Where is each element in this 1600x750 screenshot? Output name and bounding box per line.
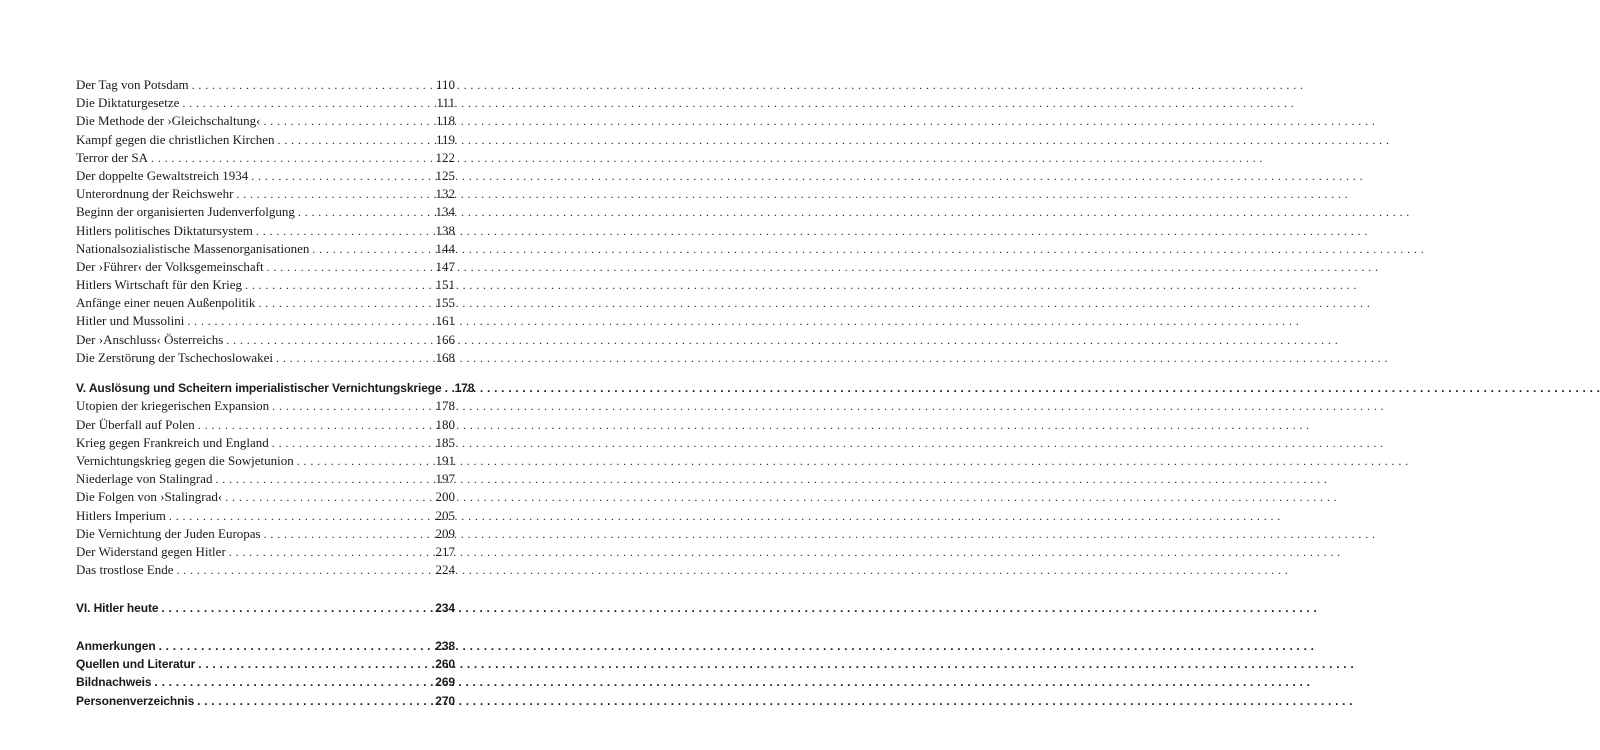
toc-entry [76,416,455,434]
chapter-page: 178 [454,381,475,395]
dot-leader [272,434,432,452]
entry-page: 178 [435,398,455,414]
entry-title: Personenverzeichnis [76,693,195,708]
dot-leader [161,599,431,617]
toc-entry [76,561,455,579]
entry-page: 138 [435,222,455,238]
toc-entry [76,76,455,94]
entry-page: 151 [435,277,455,293]
entry-page: 270 [435,693,455,708]
dot-leader [176,561,431,579]
toc-entry [76,258,455,276]
spacer [76,618,455,637]
toc-entry [76,240,455,258]
appendix-entry [76,637,455,655]
appendix-entry [76,692,455,710]
dot-leader [155,673,432,691]
entry-title: Der doppelte Gewaltstreich 1934 [76,167,249,183]
entry-page: 111 [436,95,455,111]
appendix-entry [76,673,455,691]
entry-page: 166 [435,331,455,347]
entry-page: 125 [435,167,455,183]
entry-title: Hitlers Wirtschaft für den Krieg [76,277,243,293]
dot-leader [197,692,431,710]
entry-title: Hitler und Mussolini [76,313,185,329]
section-b-list [76,397,455,579]
entry-title: Die Zerstörung der Tschechoslowakei [76,349,274,365]
dot-leader [151,149,431,167]
entry-title: Bildnachweis [76,675,152,690]
toc-entry [76,331,455,349]
dot-leader [272,397,431,415]
entry-page: 118 [435,113,455,129]
entry-title: Der ›Führer‹ der Volksgemeinschaft [76,258,264,274]
table-of-contents [76,76,475,710]
appendix-entry [76,655,455,673]
chapter-heading [76,379,475,397]
toc-entry [76,112,455,130]
entry-page: 185 [435,434,455,450]
entry-page: 238 [435,638,455,653]
dot-leader [312,240,431,258]
entry-title: Die Vernichtung der Juden Europas [76,525,261,541]
spacer [76,579,455,599]
entry-title: Die Diktaturgesetze [76,95,180,111]
dot-leader [298,203,432,221]
spacer [76,367,455,379]
dot-leader [229,543,432,561]
entry-page: 217 [435,543,455,559]
entry-page: 200 [435,489,455,505]
toc-entry [76,349,455,367]
entry-title: Utopien der kriegerischen Expansion [76,398,270,414]
toc-entry [76,294,455,312]
entry-title: Unterordnung der Reichswehr [76,186,234,202]
entry-page: 161 [435,313,455,329]
entry-page: 155 [435,295,455,311]
dot-leader [187,312,431,330]
dot-leader [267,258,432,276]
entry-title: Die Methode der ›Gleichschaltung‹ [76,113,261,129]
entry-title: Anmerkungen [76,638,156,653]
entry-title: Das trostlose Ende [76,562,174,578]
entry-title: Krieg gegen Frankreich und England [76,434,269,450]
dot-leader [226,331,431,349]
dot-leader [256,222,432,240]
entry-page: 144 [435,240,455,256]
toc-entry [76,434,455,452]
dot-leader [258,294,431,312]
entry-title: Beginn der organisierten Judenverfolgung [76,204,295,220]
dot-leader [445,379,451,397]
dot-leader [264,525,432,543]
toc-entry [76,488,455,506]
entry-page: 224 [435,562,455,578]
entry-title: Der Widerstand gegen Hitler [76,543,226,559]
entry-page: 209 [435,525,455,541]
entry-page: 260 [435,657,455,672]
toc-entry [76,203,455,221]
entry-page: 110 [435,77,455,92]
entry-page: 180 [435,416,455,432]
section-a-list [76,76,455,367]
dot-leader [276,349,431,367]
entry-page: 197 [435,471,455,487]
entry-page: 134 [435,204,455,220]
entry-title: Quellen und Literatur [76,657,196,672]
toc-entry [76,312,455,330]
dot-leader [251,167,431,185]
toc-entry [76,276,455,294]
dot-leader [245,276,431,294]
entry-title: Hitlers politisches Diktatursystem [76,222,253,238]
entry-title: Vernichtungskrieg gegen die Sowjetunion [76,452,294,468]
dot-leader [225,488,431,506]
entry-title: Terror der SA [76,149,149,165]
dot-leader [297,452,432,470]
toc-entry [76,131,455,149]
entry-title: Der Überfall auf Polen [76,416,195,432]
entry-title: Die Folgen von ›Stalingrad‹ [76,489,223,505]
dot-leader [215,470,431,488]
toc-entry [76,149,455,167]
entry-title: Anfänge einer neuen Außenpolitik [76,295,256,311]
toc-entry [76,543,455,561]
dot-leader [198,655,431,673]
appendix-list [76,637,455,711]
chapter-title: VI. Hitler heute [76,601,159,616]
toc-entry [76,397,455,415]
toc-entry [76,94,455,112]
chapter-heading [76,599,455,617]
entry-page: 132 [435,186,455,202]
toc-entry [76,167,455,185]
entry-page: 191 [435,452,455,468]
dot-leader [198,416,432,434]
dot-leader [192,76,432,94]
toc-entry [76,222,455,240]
dot-leader [263,112,432,130]
entry-title: Der Tag von Potsdam [76,77,189,92]
entry-title: Nationalsozialistische Massenorganisationen [76,240,310,256]
dot-leader [159,637,432,655]
entry-title: Hitlers Imperium [76,507,166,523]
toc-entry [76,185,455,203]
entry-page: 168 [435,349,455,365]
chapter-page: 234 [435,601,455,616]
entry-page: 119 [435,131,455,147]
entry-page: 122 [435,149,455,165]
toc-entry [76,525,455,543]
dot-leader [278,131,432,149]
chapter-title: V. Auslösung und Scheitern imperialistischer Vernichtungskriege [76,381,442,395]
entry-title: Kampf gegen die christlichen Kirchen [76,131,275,147]
entry-page: 147 [435,258,455,274]
dot-leader [182,94,432,112]
toc-entry [76,452,455,470]
dot-leader [236,185,431,203]
entry-page: 269 [435,675,455,690]
toc-entry [76,470,455,488]
entry-title: Niederlage von Stalingrad [76,471,213,487]
toc-entry [76,507,455,525]
dot-leader [169,507,432,525]
entry-title: Der ›Anschluss‹ Österreichs [76,331,224,347]
entry-page: 205 [435,507,455,523]
